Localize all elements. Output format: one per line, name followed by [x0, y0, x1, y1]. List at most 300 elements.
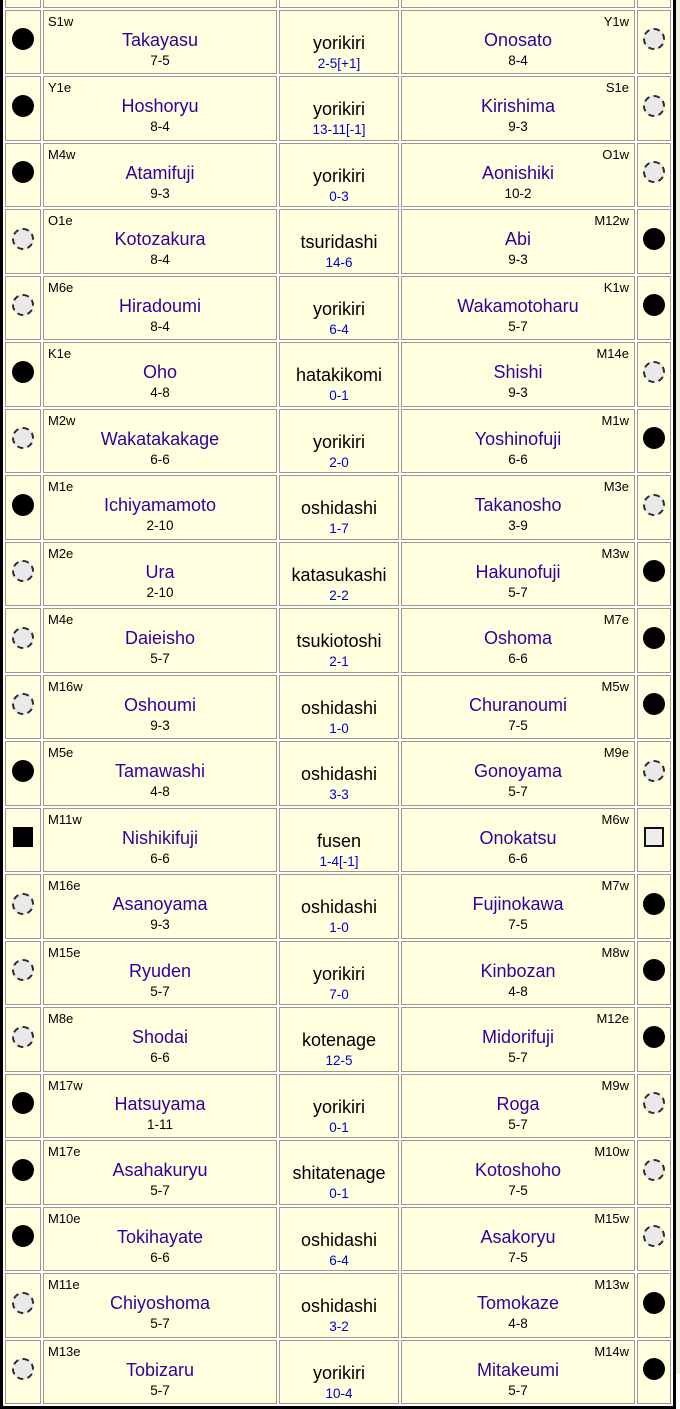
west-record: 8-4 — [150, 252, 170, 267]
west-result-indicator — [12, 1358, 34, 1380]
east-result-cell — [637, 1007, 671, 1072]
east-result-cell — [637, 1074, 671, 1139]
head-to-head-link[interactable]: 1-0 — [329, 920, 349, 935]
head-to-head-link[interactable]: 6-4 — [329, 1252, 349, 1268]
west-rank: O1e — [48, 213, 73, 228]
west-wrestler-cell — [43, 542, 277, 607]
east-name-link[interactable]: Gonoyama — [473, 761, 563, 781]
west-name-link[interactable]: Tobizaru — [125, 1359, 195, 1380]
west-name-link[interactable]: Takayasu — [121, 29, 199, 50]
cropped-top-row — [5, 0, 671, 8]
east-result-cell — [637, 741, 671, 806]
bout-row — [5, 675, 671, 740]
west-result-indicator — [12, 560, 34, 582]
west-name-link[interactable]: Atamifuji — [125, 162, 195, 183]
east-wrestler-cell — [401, 741, 635, 806]
west-wrestler-cell — [43, 342, 277, 407]
east-result-cell — [637, 409, 671, 474]
east-result-indicator — [643, 427, 665, 449]
east-result-indicator — [643, 1159, 665, 1181]
west-result-cell — [5, 1007, 41, 1072]
west-record: 1-11 — [146, 1116, 174, 1132]
west-rank: M8e — [48, 1011, 74, 1026]
west-wrestler-cell — [43, 941, 277, 1006]
west-result-cell — [5, 475, 41, 540]
west-result-cell — [5, 941, 41, 1006]
east-record: 7-5 — [508, 717, 528, 733]
kimarite-cell — [279, 1074, 399, 1139]
east-wrestler-cell — [401, 143, 635, 208]
east-rank: M15w — [594, 1210, 629, 1226]
west-name-link[interactable]: Daieisho — [124, 628, 196, 648]
east-name-link[interactable]: Shishi — [493, 362, 543, 382]
west-rank: M16e — [48, 878, 81, 893]
east-result-cell — [637, 608, 671, 673]
west-record: 8-4 — [150, 119, 170, 134]
west-result-indicator — [12, 893, 34, 915]
west-record: 5-7 — [150, 651, 170, 666]
west-result-cell — [5, 342, 41, 407]
kimarite-cell — [279, 808, 399, 873]
head-to-head-link[interactable]: 0-1 — [329, 1119, 349, 1135]
head-to-head-link[interactable]: 10-4 — [325, 1385, 353, 1401]
east-name-link[interactable]: Aonishiki — [481, 162, 555, 183]
east-name-link[interactable]: Midorifuji — [481, 1027, 555, 1047]
west-record: 4-8 — [150, 784, 170, 799]
east-wrestler-cell — [401, 276, 635, 341]
west-result-indicator — [12, 627, 34, 649]
kimarite-spacer — [280, 1141, 398, 1162]
east-result-indicator — [643, 28, 665, 50]
east-record: 8-4 — [508, 52, 528, 68]
bout-row — [5, 608, 671, 673]
east-wrestler-cell — [401, 808, 635, 873]
east-name-link[interactable]: Kotoshoho — [474, 1160, 562, 1180]
east-name-link[interactable]: Hakunofuji — [475, 561, 561, 582]
east-result-cell — [637, 1273, 671, 1338]
kimarite-cell — [279, 542, 399, 607]
west-wrestler-cell — [43, 76, 277, 141]
west-name-link[interactable]: Ryuden — [128, 960, 192, 981]
head-to-head-link[interactable]: 0-3 — [329, 188, 349, 204]
east-rank: S1e — [605, 80, 629, 95]
west-wrestler-cell — [43, 1273, 277, 1338]
east-result-indicator — [643, 95, 665, 117]
east-result-indicator — [643, 1026, 665, 1048]
west-rank: M4w — [48, 146, 76, 162]
east-result-cell — [637, 209, 671, 274]
west-wrestler-cell — [43, 276, 277, 341]
west-record: 9-3 — [150, 717, 170, 733]
kimarite-spacer — [280, 1008, 398, 1029]
east-record: 3-9 — [508, 518, 528, 533]
east-rank: M9e — [603, 745, 629, 760]
east-result-cell — [637, 874, 671, 939]
bout-row — [5, 1207, 671, 1272]
east-record: 9-3 — [508, 385, 528, 400]
east-wrestler-cell — [401, 342, 635, 407]
east-record: 5-7 — [508, 1382, 528, 1398]
west-name-link[interactable]: Tokihayate — [116, 1226, 204, 1247]
kimarite-cell — [279, 874, 399, 939]
west-record: 5-7 — [150, 1382, 170, 1398]
east-wrestler-cell — [401, 76, 635, 141]
kimarite-cell — [279, 1140, 399, 1205]
bout-row — [5, 209, 671, 274]
east-result-indicator — [643, 228, 665, 250]
east-result-cell — [637, 143, 671, 208]
kimarite-spacer — [280, 942, 398, 963]
east-result-indicator — [643, 1225, 665, 1247]
east-name-link[interactable]: Kirishima — [480, 96, 555, 116]
west-record: 6-6 — [150, 1249, 170, 1265]
kimarite-spacer — [280, 1208, 398, 1229]
east-result-indicator — [643, 494, 665, 516]
east-wrestler-cell — [401, 1207, 635, 1272]
kimarite-spacer — [280, 343, 398, 364]
west-result-cell — [5, 741, 41, 806]
east-wrestler-cell — [401, 874, 635, 939]
east-rank: M7e — [603, 612, 629, 627]
east-result-cell — [637, 1207, 671, 1272]
kimarite-spacer — [280, 676, 398, 697]
west-result-indicator — [12, 1026, 34, 1048]
east-name-link[interactable]: Roga — [496, 1093, 540, 1114]
west-rank: M1e — [48, 479, 74, 494]
kimarite-label: tsukiotoshi — [296, 631, 382, 651]
west-result-indicator — [12, 1225, 34, 1247]
west-name-link[interactable]: Hatsuyama — [114, 1093, 206, 1114]
kimarite-cell — [279, 1007, 399, 1072]
kimarite-spacer — [280, 875, 398, 896]
east-name-link[interactable]: Fujinokawa — [472, 894, 564, 914]
bout-row — [5, 941, 671, 1006]
east-result-cell — [637, 675, 671, 740]
east-result-cell — [637, 475, 671, 540]
bout-row — [5, 342, 671, 407]
west-result-indicator — [12, 228, 34, 250]
east-wrestler-cell — [401, 1340, 635, 1405]
kimarite-spacer — [280, 1274, 398, 1295]
east-result-cell — [637, 808, 671, 873]
kimarite-cell — [279, 342, 399, 407]
east-name-link[interactable]: Kinbozan — [480, 960, 556, 981]
east-result-indicator — [643, 693, 665, 715]
bout-row — [5, 542, 671, 607]
west-wrestler-cell — [43, 741, 277, 806]
west-rank: M10e — [48, 1210, 81, 1226]
kimarite-label: hatakikomi — [295, 365, 383, 385]
east-name-link[interactable]: Wakamotoharu — [457, 295, 579, 316]
kimarite-spacer — [280, 543, 398, 564]
bout-row — [5, 76, 671, 141]
west-rank: K1e — [48, 346, 72, 361]
west-wrestler-cell — [43, 808, 277, 873]
west-name-link[interactable]: Wakatakakage — [100, 428, 220, 449]
west-record: 5-7 — [150, 983, 170, 999]
east-wrestler-cell — [401, 675, 635, 740]
west-rank: M11e — [48, 1277, 80, 1292]
kimarite-label: yorikiri — [313, 963, 365, 984]
kimarite-spacer — [280, 809, 398, 830]
west-name-link[interactable]: Hiradoumi — [118, 295, 202, 316]
east-result-cell — [637, 1140, 671, 1205]
west-wrestler-cell — [43, 1340, 277, 1405]
west-wrestler-cell — [43, 675, 277, 740]
bout-row — [5, 1140, 671, 1205]
west-wrestler-cell — [43, 143, 277, 208]
east-result-cell — [637, 76, 671, 141]
head-to-head-link[interactable]: 1-0 — [329, 720, 349, 736]
east-result-cell — [637, 276, 671, 341]
bout-row — [5, 808, 671, 873]
west-result-cell — [5, 1074, 41, 1139]
west-rank: M6e — [48, 279, 74, 295]
east-record: 5-7 — [508, 1116, 528, 1132]
kimarite-spacer — [280, 410, 398, 431]
west-record: 6-6 — [150, 1050, 170, 1065]
east-wrestler-cell — [401, 1273, 635, 1338]
bout-row — [5, 1340, 671, 1405]
west-result-cell — [5, 808, 41, 873]
west-result-cell — [5, 76, 41, 141]
west-name-link[interactable]: Chiyoshoma — [109, 1293, 211, 1313]
west-name-link[interactable]: Oshoumi — [123, 694, 197, 715]
east-record: 7-5 — [508, 1183, 528, 1198]
bout-row — [5, 276, 671, 341]
west-record: 6-6 — [150, 850, 170, 866]
west-result-indicator — [12, 427, 34, 449]
head-to-head-link[interactable]: 2-2 — [329, 587, 349, 603]
kimarite-cell — [279, 276, 399, 341]
west-name-link[interactable]: Nishikifuji — [121, 827, 199, 848]
east-record: 6-6 — [508, 451, 528, 467]
west-name-link[interactable]: Hoshoryu — [121, 96, 199, 116]
west-wrestler-cell — [43, 874, 277, 939]
east-record: 5-7 — [508, 784, 528, 799]
east-name-link[interactable]: Mitakeumi — [476, 1359, 560, 1380]
west-name-link[interactable]: Ichiyamamoto — [103, 495, 217, 515]
west-name-link[interactable]: Shodai — [131, 1027, 189, 1047]
west-wrestler-cell — [43, 1007, 277, 1072]
east-record: 4-8 — [508, 1316, 528, 1331]
kimarite-label: yorikiri — [313, 32, 365, 53]
head-to-head-link[interactable]: 3-3 — [329, 787, 349, 802]
kimarite-label: yorikiri — [313, 431, 365, 452]
head-to-head-link[interactable]: 1-7 — [329, 521, 349, 536]
kimarite-label: yorikiri — [313, 1096, 365, 1117]
head-to-head-link[interactable]: 13-11[-1] — [312, 122, 366, 137]
east-rank: K1w — [603, 279, 629, 295]
east-name-link[interactable]: Onokatsu — [479, 827, 557, 848]
kimarite-label: kotenage — [301, 1030, 377, 1050]
east-wrestler-cell — [401, 209, 635, 274]
east-wrestler-cell — [401, 1074, 635, 1139]
east-rank: O1w — [602, 146, 629, 162]
head-to-head-link[interactable]: 2-0 — [329, 454, 349, 470]
east-rank: M12e — [596, 1011, 629, 1026]
bout-row — [5, 874, 671, 939]
bout-row — [5, 741, 671, 806]
west-result-indicator — [12, 494, 34, 516]
east-result-cell — [637, 342, 671, 407]
east-name-link[interactable]: Tomokaze — [476, 1293, 560, 1313]
west-wrestler-cell — [43, 409, 277, 474]
west-result-indicator — [12, 693, 34, 715]
kimarite-cell — [279, 475, 399, 540]
east-result-cell — [637, 941, 671, 1006]
kimarite-spacer — [280, 210, 398, 231]
east-result-cell — [637, 1340, 671, 1405]
east-wrestler-cell — [401, 941, 635, 1006]
west-name-link[interactable]: Asahakuryu — [112, 1160, 208, 1180]
kimarite-label: oshidashi — [300, 697, 378, 718]
kimarite-label: oshidashi — [300, 897, 378, 917]
kimarite-spacer — [280, 742, 398, 763]
east-name-link[interactable]: Churanoumi — [468, 694, 568, 715]
east-rank: M8w — [601, 944, 629, 960]
east-wrestler-cell — [401, 542, 635, 607]
east-wrestler-cell — [401, 409, 635, 474]
head-to-head-link[interactable]: 1-4[-1] — [319, 853, 359, 869]
east-rank: M14e — [596, 346, 629, 361]
west-rank: Y1e — [48, 80, 72, 95]
east-name-link[interactable]: Takanosho — [474, 495, 562, 515]
west-result-indicator — [12, 95, 34, 117]
west-record: 2-10 — [146, 518, 174, 533]
east-rank: M3w — [601, 545, 629, 561]
east-rank: M10w — [594, 1144, 629, 1159]
west-wrestler-cell — [43, 1074, 277, 1139]
kimarite-label: katasukashi — [291, 564, 387, 585]
west-result-cell — [5, 143, 41, 208]
west-rank: M17w — [48, 1077, 83, 1093]
west-record: 5-7 — [150, 1316, 170, 1331]
head-to-head-link[interactable]: 2-1 — [329, 654, 349, 669]
kimarite-spacer — [280, 476, 398, 497]
west-name-link[interactable]: Tamawashi — [114, 761, 206, 781]
east-wrestler-cell — [401, 1007, 635, 1072]
west-result-cell — [5, 608, 41, 673]
east-record: 9-3 — [508, 252, 528, 267]
kimarite-spacer — [280, 1341, 398, 1362]
east-record: 4-8 — [508, 983, 528, 999]
east-rank: Y1w — [603, 13, 629, 29]
head-to-head-link[interactable]: 3-2 — [329, 1319, 349, 1334]
east-name-link[interactable]: Oshoma — [483, 628, 553, 648]
east-result-indicator — [643, 361, 665, 383]
west-name-link[interactable]: Kotozakura — [114, 229, 206, 249]
east-result-indicator — [643, 627, 665, 649]
kimarite-cell — [279, 209, 399, 274]
head-to-head-link[interactable]: 6-4 — [329, 321, 349, 337]
west-wrestler-cell — [43, 608, 277, 673]
east-rank: M1w — [601, 412, 629, 428]
kimarite-spacer — [280, 144, 398, 165]
kimarite-spacer — [280, 1075, 398, 1096]
west-name-link[interactable]: Ura — [145, 561, 175, 582]
kimarite-label: fusen — [316, 830, 362, 851]
west-rank: S1w — [48, 13, 74, 29]
east-name-link[interactable]: Yoshinofuji — [474, 428, 562, 449]
west-result-indicator — [12, 1092, 34, 1114]
west-record: 9-3 — [150, 185, 170, 201]
east-rank: M5w — [601, 678, 629, 694]
head-to-head-link[interactable]: 0-1 — [329, 388, 349, 403]
west-rank: M5e — [48, 745, 74, 760]
east-rank: M7w — [601, 878, 629, 893]
kimarite-cell — [279, 1273, 399, 1338]
east-rank: M13w — [594, 1277, 629, 1292]
west-record: 2-10 — [146, 584, 174, 600]
east-rank: M3e — [603, 479, 629, 494]
west-record: 5-7 — [150, 1183, 170, 1198]
west-wrestler-cell — [43, 1140, 277, 1205]
kimarite-label: oshidashi — [300, 1229, 378, 1250]
bout-row — [5, 475, 671, 540]
kimarite-label: oshidashi — [300, 498, 378, 518]
east-record: 5-7 — [508, 1050, 528, 1065]
east-name-link[interactable]: Asakoryu — [480, 1226, 556, 1247]
west-rank: M11w — [48, 811, 82, 827]
west-record: 9-3 — [150, 917, 170, 932]
bout-row — [5, 1074, 671, 1139]
kimarite-cell — [279, 143, 399, 208]
west-result-indicator — [12, 28, 34, 50]
kimarite-label: yorikiri — [313, 1362, 365, 1383]
west-rank: M2e — [48, 545, 74, 561]
west-name-link[interactable]: Oho — [142, 362, 178, 382]
east-rank: M12w — [594, 213, 629, 228]
west-record: 4-8 — [150, 385, 170, 400]
west-result-cell — [5, 542, 41, 607]
bout-row — [5, 10, 671, 75]
west-rank: M15e — [48, 944, 81, 960]
east-rank: M6w — [601, 811, 629, 827]
west-result-cell — [5, 1273, 41, 1338]
east-result-indicator — [643, 760, 665, 782]
head-to-head-link[interactable]: 12-5 — [325, 1053, 353, 1068]
east-wrestler-cell — [401, 10, 635, 75]
kimarite-label: oshidashi — [300, 764, 378, 784]
east-name-link[interactable]: Onosato — [483, 29, 553, 50]
west-record: 6-6 — [150, 451, 170, 467]
west-rank: M4e — [48, 612, 74, 627]
east-name-link[interactable]: Abi — [504, 229, 531, 249]
west-result-cell — [5, 1340, 41, 1405]
east-result-cell — [637, 542, 671, 607]
east-result-indicator — [643, 560, 665, 582]
east-result-indicator — [643, 1092, 665, 1114]
kimarite-spacer — [280, 609, 398, 630]
head-to-head-link[interactable]: 0-1 — [329, 1186, 349, 1201]
kimarite-label: tsuridashi — [300, 232, 378, 252]
head-to-head-link[interactable]: 2-5[+1] — [317, 55, 361, 71]
east-result-indicator — [643, 1292, 665, 1314]
west-name-link[interactable]: Asanoyama — [112, 894, 208, 914]
west-rank: M16w — [48, 678, 83, 694]
east-result-indicator — [643, 893, 665, 915]
kimarite-cell — [279, 76, 399, 141]
kimarite-spacer — [280, 277, 398, 298]
west-result-cell — [5, 874, 41, 939]
bout-row — [5, 1007, 671, 1072]
head-to-head-link[interactable]: 14-6 — [325, 255, 353, 270]
kimarite-cell — [279, 608, 399, 673]
east-result-indicator — [644, 827, 664, 847]
head-to-head-link[interactable]: 7-0 — [329, 986, 349, 1002]
east-record: 10-2 — [504, 185, 532, 201]
